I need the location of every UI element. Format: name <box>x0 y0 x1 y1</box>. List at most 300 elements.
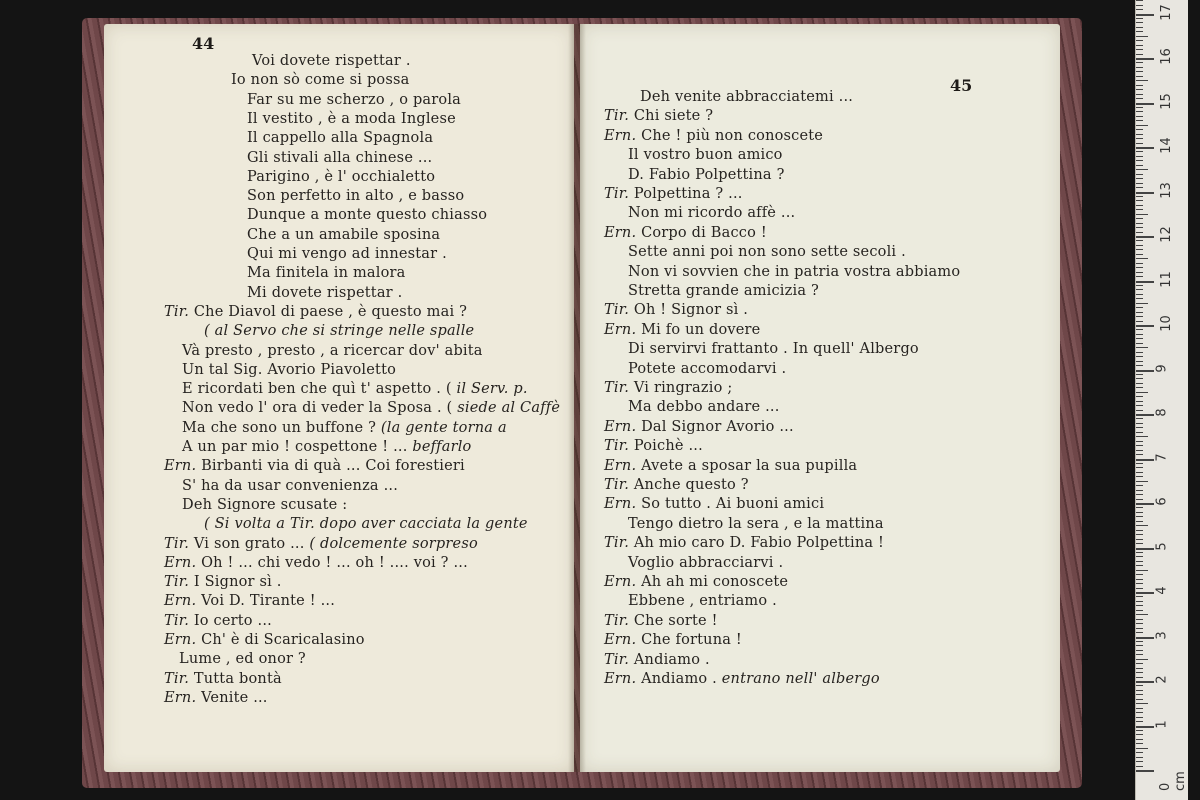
ruler-tick <box>1136 757 1143 758</box>
line-text: Vi ringrazio ; <box>633 380 733 396</box>
speaker-name: Tir. <box>164 303 190 320</box>
ruler-tick <box>1136 227 1143 228</box>
line-text: Far su me scherzo , o parola <box>247 91 462 108</box>
ruler-tick <box>1136 116 1143 117</box>
ruler-tick <box>1136 619 1143 620</box>
speaker-name: Tir. <box>604 108 630 125</box>
ruler-tick <box>1136 298 1143 299</box>
ruler-tick <box>1136 712 1143 713</box>
speaker-name: Tir. <box>604 302 630 319</box>
stage-direction <box>204 515 528 533</box>
ruler-tick <box>1136 525 1148 526</box>
verse-line <box>247 149 432 167</box>
ruler-tick <box>1136 485 1143 486</box>
line-text: Tutta bontà <box>193 670 282 687</box>
speaker-name: Tir. <box>604 438 630 455</box>
line-text: Che sorte ! <box>633 612 718 629</box>
ruler-label: 5 <box>1154 541 1170 551</box>
ruler-tick <box>1136 240 1143 241</box>
ruler-tick <box>1136 281 1154 283</box>
ruler-tick <box>1136 49 1143 50</box>
ruler-tick <box>1136 31 1143 32</box>
verse-line <box>628 243 906 261</box>
ruler-label: 9 <box>1154 363 1170 373</box>
line-text: D. Fabio Polpettina ? <box>628 166 785 183</box>
ruler-tick <box>1136 726 1154 728</box>
line-text: ( Si volta a Tir. dopo aver cacciata la gente <box>204 516 528 533</box>
ruler-tick <box>1136 307 1143 308</box>
ruler-tick <box>1136 9 1143 10</box>
ruler-tick <box>1136 383 1143 384</box>
ruler-label: 3 <box>1154 630 1170 640</box>
speaker-name: Tir. <box>164 670 190 687</box>
ruler-tick <box>1136 761 1143 762</box>
line-text: Il vestito , è a moda Inglese <box>247 110 456 127</box>
ruler-tick <box>1136 169 1148 170</box>
ruler-tick <box>1136 36 1148 37</box>
ruler-tick <box>1136 27 1143 28</box>
line-text: Son perfetto in alto , e basso <box>247 188 465 205</box>
line-text: A un par mio ! cospettone ! ... <box>182 439 408 455</box>
stage-direction: il Serv. p. <box>456 381 528 398</box>
ruler-label: 13 <box>1158 181 1174 199</box>
ruler-tick <box>1136 263 1143 264</box>
speaker-name: Ern. <box>604 632 637 649</box>
verse-line <box>247 284 402 302</box>
speaker-name: Tir. <box>164 535 190 552</box>
verse-line <box>628 146 783 164</box>
ruler-tick <box>1136 743 1143 744</box>
line-text: Ah ah mi conoscete <box>641 574 789 590</box>
line-text: Qui mi vengo ad innestar . <box>247 246 447 262</box>
speaker-name: Tir. <box>604 477 630 493</box>
page-number: 45 <box>950 76 973 95</box>
ruler-tick <box>1136 499 1143 500</box>
ruler-tick <box>1136 267 1143 268</box>
ruler-tick <box>1136 374 1143 375</box>
ruler-tick <box>1136 410 1143 411</box>
line-text: Deh venite abbracciatemi ... <box>640 89 854 105</box>
verse-line <box>252 52 411 70</box>
speaker-line <box>604 534 884 552</box>
line-text: Sette anni poi non sono sette secoli . <box>628 244 906 261</box>
ruler-tick <box>1136 129 1143 130</box>
ruler-tick <box>1136 539 1143 540</box>
ruler-tick <box>1136 58 1154 60</box>
ruler-tick <box>1136 62 1143 63</box>
ruler-tick <box>1136 427 1143 428</box>
ruler-label: 7 <box>1154 452 1170 462</box>
ruler-tick <box>1136 94 1143 95</box>
ruler-label: 0 cm <box>1158 771 1188 791</box>
verse-line <box>182 496 347 514</box>
right-page <box>580 24 1060 772</box>
ruler-tick <box>1136 214 1148 215</box>
speaker-line <box>604 418 794 436</box>
verse-line <box>182 361 396 379</box>
ruler-tick <box>1136 677 1143 678</box>
ruler-tick <box>1136 365 1143 366</box>
ruler-tick <box>1136 596 1143 597</box>
verse-line <box>247 264 406 282</box>
ruler-label: 10 <box>1158 315 1174 332</box>
line-text: Che Diavol di paese , è questo mai ? <box>193 303 468 320</box>
ruler-tick <box>1136 766 1143 767</box>
ruler-tick <box>1136 18 1143 19</box>
line-text: Oh ! Signor sì . <box>633 302 749 319</box>
line-text: ( al Servo che si stringe nelle spalle <box>204 323 475 340</box>
line-text: Dunque a monte questo chiasso <box>247 207 488 224</box>
ruler-tick <box>1136 717 1143 718</box>
line-text: Deh Signore scusate : <box>182 496 348 513</box>
ruler-tick <box>1136 312 1143 313</box>
ruler-tick <box>1136 583 1143 584</box>
ruler-label: 4 <box>1154 586 1170 595</box>
ruler-tick <box>1136 392 1148 393</box>
verse-line <box>182 399 560 417</box>
ruler-tick <box>1136 770 1154 772</box>
speaker-line <box>164 689 268 707</box>
ruler-tick <box>1136 196 1143 197</box>
ruler-tick <box>1136 143 1143 144</box>
verse-line <box>182 438 471 456</box>
verse-line <box>628 263 960 281</box>
ruler-tick <box>1136 289 1143 290</box>
ruler-tick <box>1136 574 1143 575</box>
speaker-name: Ern. <box>604 127 637 144</box>
speaker-line <box>164 631 365 649</box>
speaker-line <box>604 573 788 591</box>
ruler-tick <box>1136 663 1143 664</box>
verse-line <box>247 91 461 109</box>
ruler-tick <box>1136 321 1143 322</box>
ruler-tick <box>1136 396 1143 397</box>
ruler-tick <box>1136 245 1143 246</box>
speaker-line <box>604 651 710 669</box>
line-text: Vi son grato ... <box>193 535 305 552</box>
line-text: Tengo dietro la sera , e la mattina <box>628 515 884 532</box>
ruler-tick <box>1136 565 1143 566</box>
verse-line <box>182 419 507 437</box>
line-text: Che ! più non conoscete <box>641 127 824 144</box>
ruler-tick <box>1136 418 1143 419</box>
ruler-tick <box>1136 694 1143 695</box>
ruler-tick <box>1136 654 1143 655</box>
ruler-label: 8 <box>1154 408 1170 417</box>
ruler-tick <box>1136 107 1143 108</box>
ruler-tick <box>1136 0 1143 1</box>
ruler-tick <box>1136 387 1143 388</box>
stage-direction: siede al Caffè <box>457 400 561 417</box>
ruler-tick <box>1136 507 1143 508</box>
ruler-tick <box>1136 111 1143 112</box>
speaker-line <box>164 303 467 321</box>
speaker-name: Ern. <box>164 689 197 706</box>
ruler-tick <box>1136 254 1143 255</box>
ruler-tick <box>1136 610 1143 611</box>
line-text: Potete accomodarvi . <box>628 360 787 377</box>
ruler-tick <box>1136 432 1143 433</box>
line-text: Parigino , è l' occhialetto <box>247 168 436 185</box>
ruler-tick <box>1136 89 1143 90</box>
ruler-tick <box>1136 218 1143 219</box>
speaker-line <box>604 457 857 475</box>
line-text: Di servirvi frattanto . In quell' Albergo <box>628 341 919 358</box>
ruler-tick <box>1136 258 1148 259</box>
ruler-tick <box>1136 690 1143 691</box>
verse-line <box>628 282 819 300</box>
ruler-tick <box>1136 752 1143 753</box>
ruler-label: 2 <box>1154 675 1170 684</box>
speaker-name: Tir. <box>164 612 190 629</box>
verse-line <box>247 206 487 224</box>
line-text: Io certo ... <box>193 612 272 629</box>
ruler-tick <box>1136 401 1143 402</box>
ruler-tick <box>1136 174 1143 175</box>
line-text: Corpo di Bacco ! <box>641 224 767 241</box>
ruler-tick <box>1136 223 1143 224</box>
ruler-tick <box>1136 552 1143 553</box>
speaker-name: Ern. <box>604 574 637 590</box>
line-text: Mi dovete rispettar . <box>247 284 403 301</box>
line-text: Non vi sovvien che in patria vostra abbiamo <box>628 263 961 280</box>
ruler-label: 11 <box>1158 270 1174 288</box>
ruler-tick <box>1136 516 1143 517</box>
ruler-tick <box>1136 45 1143 46</box>
ruler-label: 1 <box>1154 719 1170 729</box>
speaker-line <box>604 321 760 339</box>
ruler-tick <box>1136 40 1143 41</box>
ruler-tick <box>1136 436 1148 437</box>
line-text: Ebbene , entriamo . <box>628 593 777 610</box>
ruler-tick <box>1136 650 1143 651</box>
ruler-tick <box>1136 232 1143 233</box>
ruler-tick <box>1136 356 1143 357</box>
speaker-line <box>164 554 468 572</box>
ruler-tick <box>1136 450 1143 451</box>
speaker-name: Tir. <box>604 651 630 668</box>
line-text: Ma debbo andare ... <box>628 399 780 416</box>
verse-line <box>628 340 919 358</box>
ruler-tick <box>1136 637 1154 639</box>
ruler-tick <box>1136 685 1143 686</box>
ruler-tick <box>1136 165 1143 166</box>
ruler-label: 14 <box>1158 137 1174 154</box>
ruler-tick <box>1136 467 1143 468</box>
verse-line <box>182 342 483 360</box>
speaker-line <box>164 457 465 475</box>
ruler-label: 16 <box>1158 48 1174 65</box>
verse-line <box>247 110 456 128</box>
ruler-tick <box>1136 209 1143 210</box>
line-text: Che fortuna ! <box>641 632 742 649</box>
ruler-tick <box>1136 378 1143 379</box>
stage-direction: entrano nell' albergo <box>721 671 880 687</box>
ruler-tick <box>1136 623 1143 624</box>
ruler-tick <box>1136 183 1143 184</box>
ruler-tick <box>1136 605 1143 606</box>
line-text: Voi dovete rispettar . <box>252 53 411 69</box>
verse-line <box>628 515 884 533</box>
ruler-tick <box>1136 325 1154 327</box>
speaker-line <box>604 495 824 513</box>
verse-line <box>247 187 464 205</box>
ruler-tick <box>1136 156 1143 157</box>
ruler-tick <box>1136 80 1148 81</box>
line-text: Un tal Sig. Avorio Piavoletto <box>182 361 397 378</box>
line-text: Il vostro buon amico <box>628 147 783 164</box>
ruler-tick <box>1136 160 1143 161</box>
ruler-label: 12 <box>1158 226 1174 243</box>
ruler-tick <box>1136 343 1143 344</box>
ruler-tick <box>1136 103 1154 105</box>
verse-line <box>179 650 306 668</box>
ruler-tick <box>1136 490 1143 491</box>
ruler-tick <box>1136 521 1143 522</box>
ruler-tick <box>1136 316 1143 317</box>
speaker-line <box>604 107 713 125</box>
line-text: Ma finitela in malora <box>247 265 406 282</box>
ruler-tick <box>1136 632 1143 633</box>
speaker-line <box>164 592 335 610</box>
verse-line <box>247 129 433 147</box>
line-text: Ah mio caro D. Fabio Polpettina ! <box>633 535 885 552</box>
ruler-tick <box>1136 530 1143 531</box>
line-text: Stretta grande amicizia ? <box>628 283 819 299</box>
line-text: Oh ! ... chi vedo ! ... oh ! .... voi ? ... <box>201 554 468 571</box>
ruler-tick <box>1136 534 1143 535</box>
ruler-tick <box>1136 272 1143 273</box>
verse-line <box>628 554 783 572</box>
speaker-name: Ern. <box>164 554 197 571</box>
ruler-tick <box>1136 601 1143 602</box>
ruler-tick <box>1136 147 1154 149</box>
verse-line <box>628 360 786 378</box>
ruler-tick <box>1136 628 1143 629</box>
speaker-name: Ern. <box>604 457 637 474</box>
verse-line <box>640 88 853 106</box>
ruler-tick <box>1136 361 1143 362</box>
line-text: I Signor sì . <box>193 574 282 591</box>
ruler-tick <box>1136 71 1143 72</box>
verse-line <box>247 226 440 244</box>
verse-line <box>247 245 447 263</box>
ruler-tick <box>1136 543 1143 544</box>
speaker-line <box>604 185 743 203</box>
ruler-tick <box>1136 721 1143 722</box>
ruler-tick <box>1136 645 1143 646</box>
ruler-tick <box>1136 134 1143 135</box>
book-gutter <box>568 24 586 772</box>
ruler-tick <box>1136 668 1143 669</box>
speaker-name: Tir. <box>604 612 630 629</box>
ruler-tick <box>1136 641 1143 642</box>
ruler-tick <box>1136 192 1154 194</box>
ruler-tick <box>1136 76 1143 77</box>
verse-line <box>231 71 409 89</box>
ruler-tick <box>1136 200 1143 201</box>
ruler-tick <box>1136 463 1143 464</box>
line-text: Birbanti via di quà ... Coi forestieri <box>201 458 465 475</box>
stage-direction <box>204 322 474 340</box>
line-text: Lume , ed onor ? <box>179 651 306 668</box>
ruler-tick <box>1136 699 1143 700</box>
ruler-tick <box>1136 672 1143 673</box>
line-text: So tutto . Ai buoni amici <box>641 496 825 513</box>
line-text: Chi siete ? <box>633 108 714 125</box>
ruler-tick <box>1136 352 1143 353</box>
speaker-name: Ern. <box>604 418 637 435</box>
ruler-tick <box>1136 67 1143 68</box>
ruler-tick <box>1136 249 1143 250</box>
verse-line <box>628 166 785 184</box>
ruler-tick <box>1136 423 1143 424</box>
speaker-line <box>164 670 282 688</box>
ruler-tick <box>1136 445 1143 446</box>
left-page <box>104 24 574 772</box>
verse-line <box>247 168 435 186</box>
speaker-line <box>164 535 478 553</box>
ruler-tick <box>1136 548 1154 550</box>
ruler-tick <box>1136 85 1143 86</box>
ruler-tick <box>1136 294 1143 295</box>
line-text: Gli stivali alla chinese ... <box>247 149 433 166</box>
ruler-tick <box>1136 334 1143 335</box>
speaker-line <box>604 379 732 397</box>
ruler-tick <box>1136 276 1143 277</box>
line-text: Dal Signor Avorio ... <box>641 418 794 435</box>
line-text: Andiamo . <box>641 671 717 687</box>
ruler-tick <box>1136 414 1154 416</box>
ruler-tick <box>1136 14 1154 16</box>
line-text: Non vedo l' ora di veder la Sposa . ( <box>182 400 453 417</box>
ruler-tick <box>1136 454 1143 455</box>
speaker-line <box>164 573 282 591</box>
ruler-tick <box>1136 494 1143 495</box>
speaker-line <box>604 631 742 649</box>
stage-direction: (la gente torna a <box>380 419 507 436</box>
ruler-tick <box>1136 481 1148 482</box>
speaker-name: Tir. <box>604 380 630 396</box>
line-text: Andiamo . <box>633 651 710 668</box>
line-text: Anche questo ? <box>633 477 749 493</box>
ruler-tick <box>1136 303 1148 304</box>
speaker-line <box>164 612 272 630</box>
ruler-tick <box>1136 512 1143 513</box>
ruler-tick <box>1136 556 1143 557</box>
ruler-tick <box>1136 329 1143 330</box>
ruler-tick <box>1136 370 1154 372</box>
ruler-tick <box>1136 459 1154 461</box>
ruler-tick <box>1136 347 1148 348</box>
ruler-tick <box>1136 561 1143 562</box>
line-text: Il cappello alla Spagnola <box>247 130 434 147</box>
speaker-name: Tir. <box>604 186 630 202</box>
verse-line <box>628 592 777 610</box>
line-text: Ma che sono un buffone ? <box>182 419 377 436</box>
speaker-name: Ern. <box>604 671 637 687</box>
ruler-tick <box>1136 5 1143 6</box>
line-text: Voi D. Tirante ! ... <box>201 593 336 610</box>
line-text: Io non sò come si possa <box>231 72 410 89</box>
ruler-tick <box>1136 659 1148 660</box>
line-text: Ch' è di Scaricalasino <box>201 632 365 648</box>
ruler-tick <box>1136 151 1143 152</box>
speaker-line <box>604 437 703 455</box>
ruler-tick <box>1136 125 1148 126</box>
ruler-tick <box>1136 503 1154 505</box>
ruler-tick <box>1136 120 1143 121</box>
